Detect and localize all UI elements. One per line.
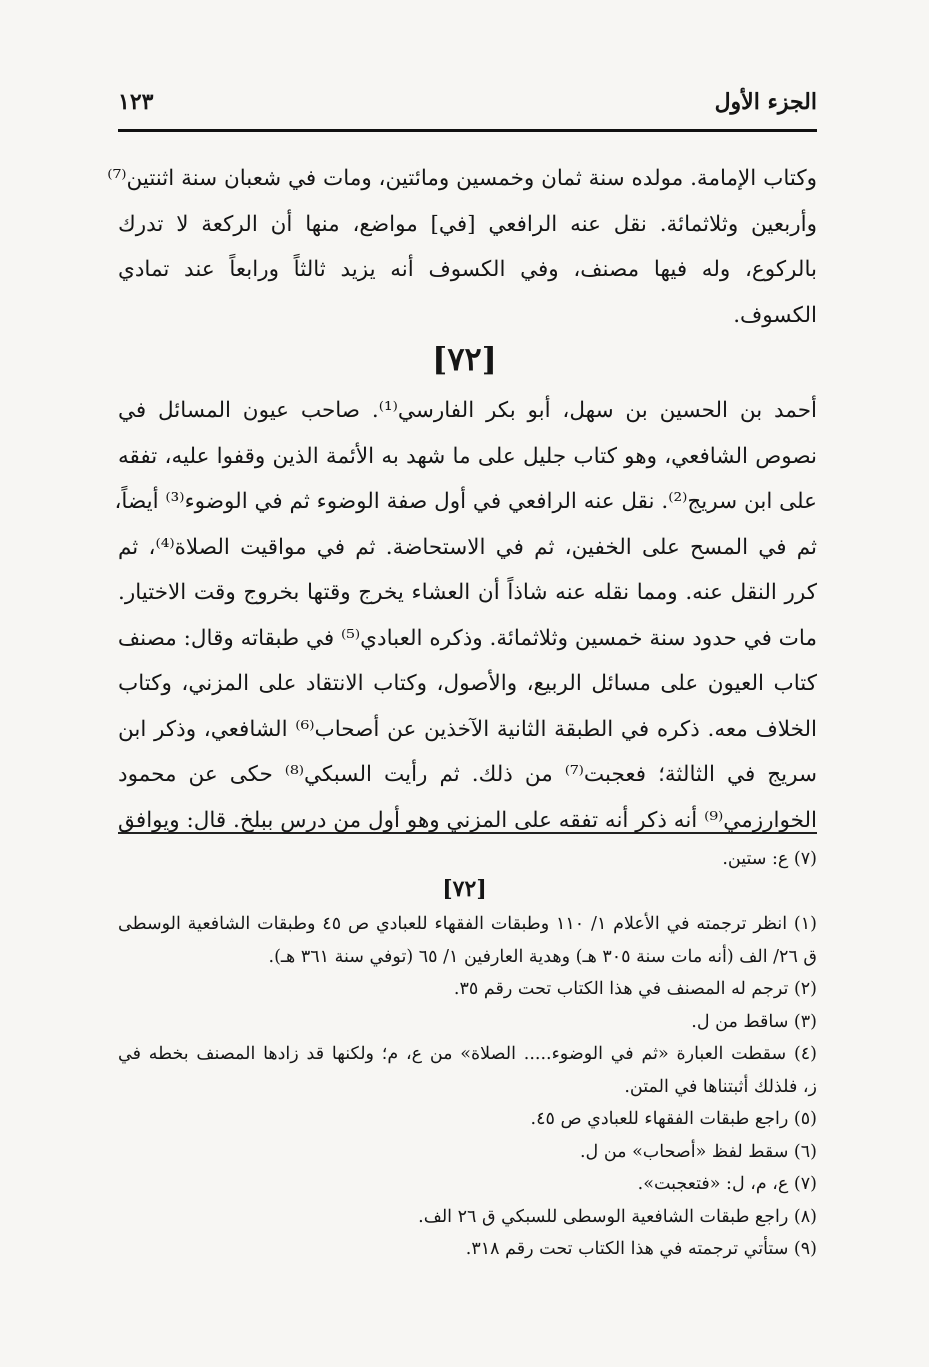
page-number: ١٢٣ — [118, 89, 154, 115]
footnote: ز، فلذلك أثبتناها في المتن. — [624, 1076, 817, 1097]
entry-number: [٧٢] — [432, 340, 497, 378]
header-rule — [118, 129, 817, 132]
text-line: نصوص الشافعي، وهو كتاب جليل على ما شهد به الأئمة الذين وقفوا عليه، تفقه — [118, 443, 817, 469]
text-line: ثم في المسح على الخفين، ثم في الاستحاضة. ثم في مواقيت الصلاة⁽⁴⁾، ثم — [118, 534, 817, 560]
text-line: بالركوع، وله فيها مصنف، وفي الكسوف أنه يزيد ثالثاً ورابعاً عند تمادي — [118, 257, 817, 282]
footnote: (٧) ع: ستين. — [722, 849, 817, 869]
footnote: (٧) ع، م، ل: «فتعجبت». — [637, 1174, 817, 1194]
footnotes-previous — [118, 843, 817, 876]
footnote: (٥) راجع طبقات الفقهاء للعبادي ص ٤٥. — [530, 1109, 817, 1129]
text-line: الخوارزمي⁽⁹⁾ أنه ذكر أنه تفقه على المزني وهو أول من درس ببلخ. قال: ويوافق — [118, 807, 817, 833]
footnote-separator — [118, 832, 817, 834]
page-header — [118, 84, 817, 120]
footnote: (٤) سقطت العبارة «ثم في الوضوء..... الصلاة» من ع، م؛ ولكنها قد زادها المصنف بخطه في — [118, 1044, 817, 1064]
footnotes-entry-number: [٧٢] — [442, 876, 487, 902]
footnote: ق ٢٦/ الف (أنه مات سنة ٣٠٥ هـ) وهدية العارفين ١/ ٦٥ (توفي سنة ٣٦١ هـ). — [268, 946, 817, 967]
footnote: (٦) سقط لفظ «أصحاب» من ل. — [579, 1141, 817, 1162]
footnote: (٩) ستأتي ترجمته في هذا الكتاب تحت رقم ٣١٨. — [465, 1239, 817, 1259]
text-line: وكتاب الإمامة. مولده سنة ثمان وخمسين ومائتين، ومات في شعبان سنة اثنتين⁽⁷⁾ — [107, 166, 817, 191]
text-line: كتاب العيون على مسائل الربيع، والأصول، وكتاب الانتقاد على المزني، وكتاب — [118, 671, 817, 696]
text-line: الكسوف. — [733, 302, 817, 328]
footnotes-list — [118, 908, 817, 1266]
text-line: سريج في الثالثة؛ فعجبت⁽⁷⁾ من ذلك. ثم رأيت السبكي⁽⁸⁾ حكى عن محمود — [118, 762, 817, 787]
text-line: الخلاف معه. ذكره في الطبقة الثانية الآخذين عن أصحاب⁽⁶⁾ الشافعي، وذكر ابن — [118, 716, 817, 742]
text-line: على ابن سريج⁽²⁾. نقل عنه الرافعي في أول صفة الوضوء ثم في الوضوء⁽³⁾ أيضاً، — [114, 489, 817, 514]
entry-paragraph — [114, 388, 818, 843]
footnote: (١) انظر ترجمته في الأعلام ١/ ١١٠ وطبقات الفقهاء للعبادي ص ٤٥ وطبقات الشافعية الوسطى — [118, 914, 817, 934]
running-title: الجزء الأول — [714, 89, 817, 115]
footnote: (٢) ترجم له المصنف في هذا الكتاب تحت رقم ٣٥. — [453, 979, 817, 999]
text-line: مات في حدود سنة خمسين وثلاثمائة. وذكره العبادي⁽⁵⁾ في طبقاته وقال: مصنف — [117, 625, 817, 651]
text-line: أحمد بن الحسين بن سهل، أبو بكر الفارسي⁽¹⁾. صاحب عيون المسائل في — [118, 398, 818, 423]
footnote: (٨) راجع طبقات الشافعية الوسطى للسبكي ق ٢٦ الف. — [418, 1206, 817, 1227]
text-line: كرر النقل عنه. ومما نقله عنه شاذاً أن العشاء يخرج وقتها بخروج وقت الاختيار. — [118, 580, 817, 605]
text-line: وأربعين وثلاثمائة. نقل عنه الرافعي [في] مواضع، منها أن الركعة لا تدرك — [118, 211, 817, 237]
footnote: (٣) ساقط من ل. — [691, 1011, 817, 1032]
continuation-paragraph — [107, 156, 817, 338]
